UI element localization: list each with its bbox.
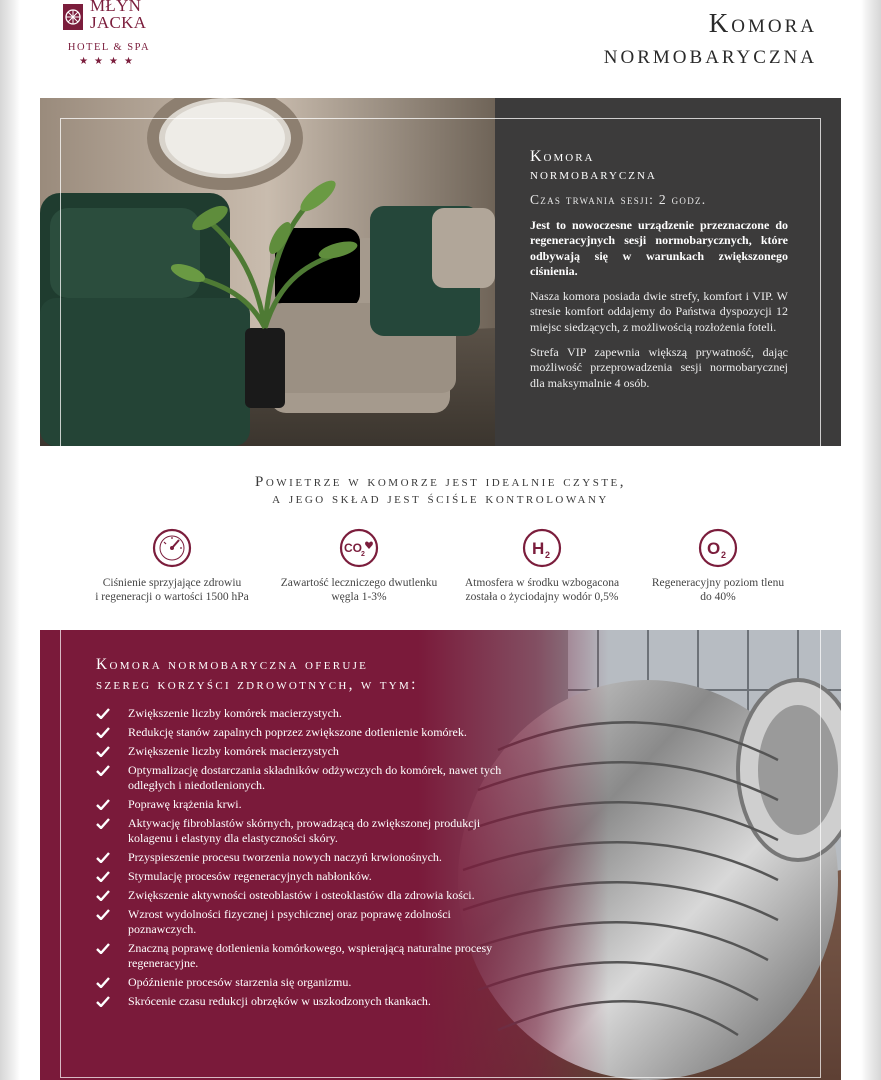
list-item: Zwiększenie aktywności osteoblastów i osteoklastów dla zdrowia kości. [96, 888, 516, 903]
hotel-logo [60, 0, 160, 72]
checkmark-icon [96, 746, 110, 757]
feature-text: Regeneracyjny poziom tlenu do 40% [651, 577, 785, 603]
intro-section [40, 98, 841, 446]
svg-text:2: 2 [545, 550, 551, 560]
benefits-list [96, 706, 516, 1013]
feature-text: Ciśnienie sprzyjające zdrowiu i regeneracji o wartości 1500 hPa [95, 577, 249, 603]
list-item: Stymulację procesów regeneracyjnych nabłonków. [96, 869, 516, 884]
svg-text:2: 2 [721, 550, 727, 560]
logo-subtitle: HOTEL & SPA [67, 42, 151, 53]
checkmark-icon [96, 996, 110, 1007]
mill-wheel-icon [62, 2, 84, 32]
list-item: Znaczną poprawę dotlenienia komórkowego, wspierającą naturalne procesy regeneracyjne. [96, 941, 516, 971]
benefits-section [40, 630, 841, 1080]
page-title: Komora normobaryczna [603, 8, 817, 69]
list-item: Aktywację fibroblastów skórnych, prowadzącą do zwiększonej produkcji kolagenu i elastyny dla elastyczności skóry. [96, 816, 516, 846]
logo-name: MŁYN JACKA [90, 0, 147, 32]
feature-text: Zawartość leczniczego dwutlenku węgla 1-3% [280, 577, 438, 603]
intro-paragraph: Strefa VIP zapewnia większą prywatność, dając możliwość przeprowadzenia sesji normobarycznej dla maksymalnie 4 osób. [530, 345, 788, 390]
list-item: Poprawę krążenia krwi. [96, 797, 516, 812]
svg-text:H: H [532, 539, 545, 558]
svg-text:CO: CO [344, 541, 362, 555]
checkmark-icon [96, 890, 110, 901]
list-item: Przyspieszenie procesu tworzenia nowych naczyń krwionośnych. [96, 850, 516, 865]
intro-lead: Jest to nowoczesne urządzenie przeznaczone do regeneracyjnych sesji normobarycznych, które odbywają się w warunkach zwiększonego ciśnienia. [530, 218, 788, 278]
h2-icon [522, 528, 562, 568]
checkmark-icon [96, 765, 110, 776]
checkmark-icon [96, 818, 110, 829]
list-item: Zwiększenie liczby komórek macierzystych [96, 744, 516, 759]
pressure-gauge-icon [152, 528, 192, 568]
list-item: Optymalizację dostarczania składników odżywczych do komórek, nawet tych odległych i niedotlenionych. [96, 763, 516, 793]
list-item: Redukcję stanów zapalnych poprzez zwiększone dotlenienie komórek. [96, 725, 516, 740]
feature-o2 [623, 528, 813, 604]
feature-co2 [264, 528, 454, 604]
svg-text:O: O [707, 539, 721, 558]
intro-title: Komora normobaryczna [530, 148, 657, 183]
checkmark-icon [96, 799, 110, 810]
list-item: Zwiększenie liczby komórek macierzystych. [96, 706, 516, 721]
checkmark-icon [96, 909, 110, 920]
checkmark-icon [96, 727, 110, 738]
checkmark-icon [96, 871, 110, 882]
co2-heart-icon [339, 528, 379, 568]
list-item: Wzrost wydolności fizycznej i psychicznej oraz poprawę zdolności poznawczych. [96, 907, 516, 937]
list-item: Opóźnienie procesów starzenia się organizmu. [96, 975, 516, 990]
checkmark-icon [96, 943, 110, 954]
list-item: Skrócenie czasu redukcji obrzęków w uszkodzonych tkankach. [96, 994, 516, 1009]
lounge-chairs-photo [40, 98, 495, 446]
feature-h2 [447, 528, 637, 604]
intro-paragraph: Nasza komora posiada dwie strefy, komfort i VIP. W stresie komfort oddajemy do Państwa dyspozycji 12 miejsc siedzących, z możliwością rozłożenia foteli. [530, 289, 788, 334]
air-heading: Powietrze w komorze jest idealnie czyste, a jego skład jest ściśle kontrolowany [254, 474, 627, 507]
o2-icon [698, 528, 738, 568]
checkmark-icon [96, 852, 110, 863]
feature-pressure [77, 528, 267, 604]
intro-text [530, 148, 788, 391]
svg-text:2: 2 [361, 551, 365, 558]
checkmark-icon [96, 977, 110, 988]
checkmark-icon [96, 708, 110, 719]
star-rating: ★★★★ [79, 56, 139, 67]
air-quality-section [60, 446, 821, 630]
feature-text: Atmosfera w środku wzbogacona została o życiodajny wodór 0,5% [464, 577, 620, 603]
session-duration: Czas trwania sesji: 2 godz. [530, 192, 707, 207]
benefits-heading: Komora normobaryczna oferuje szereg korzyści zdrowotnych, w tym: [96, 656, 418, 693]
